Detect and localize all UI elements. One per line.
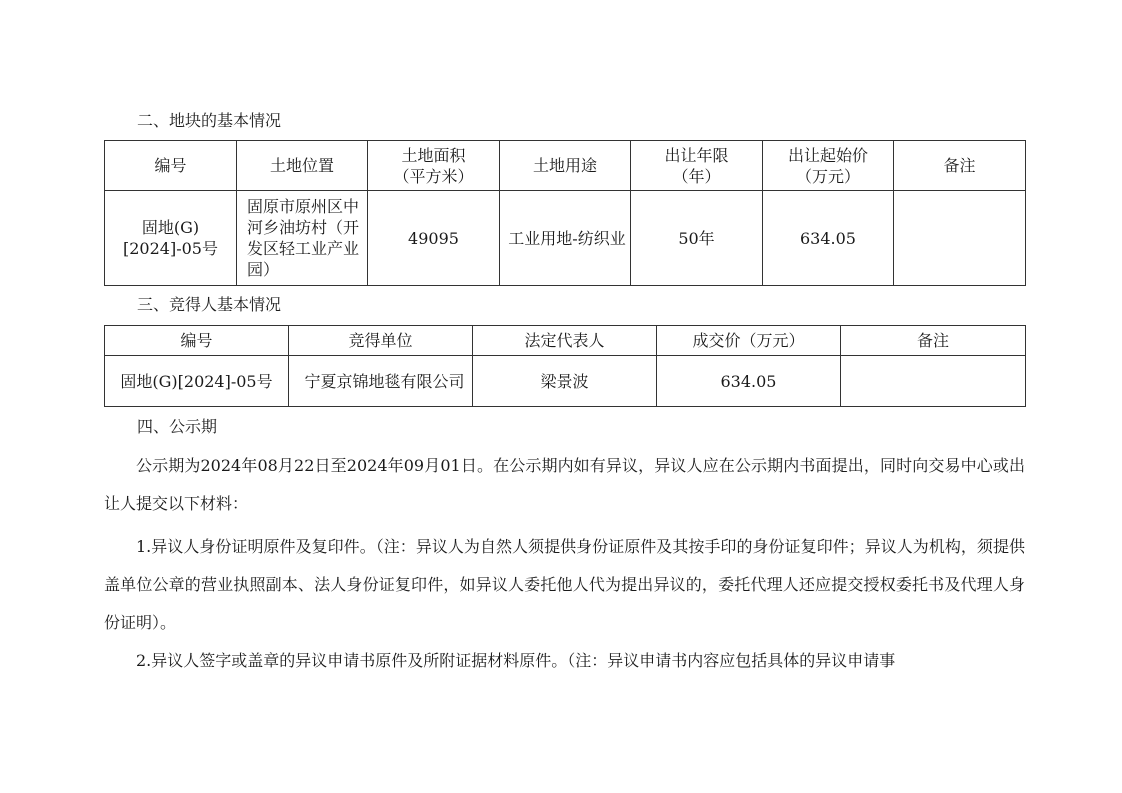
section3-heading: 三、竞得人基本情况 — [137, 295, 282, 314]
header-price: 出让起始价 （万元） — [763, 141, 894, 191]
notice-paragraph-3: 2.异议人签字或盖章的异议申请书原件及所附证据材料原件。（注：异议申请书内容应包括具体的异议申请事 — [136, 651, 896, 670]
cell-price: 634.05 — [763, 191, 894, 286]
notice-paragraph-2: 1.异议人身份证明原件及复印件。（注：异议人为自然人须提供身份证原件及其按手印的身份证复印件；异议人为机构，须提供盖单位公章的营业执照副本、法人身份证复印件，如异议人委托他人代为提出异议的，委托代理人还应提交授权委托书及代理人身份证明）。 — [104, 537, 1025, 632]
header-area: 土地面积 （平方米） — [368, 141, 500, 191]
cell-remark — [841, 356, 1026, 407]
cell-remark — [894, 191, 1026, 286]
section4-heading: 四、公示期 — [137, 417, 218, 436]
cell-location: 固原市原州区中河乡油坊村（开发区轻工业产业园） — [237, 191, 368, 286]
land-parcel-table — [104, 140, 1026, 286]
cell-id: 固地(G)[2024]-05号 — [105, 356, 289, 407]
cell-term: 50年 — [631, 191, 763, 286]
header-id: 编号 — [105, 141, 237, 191]
header-representative: 法定代表人 — [473, 326, 657, 356]
section2-heading: 二、地块的基本情况 — [137, 111, 282, 130]
header-price: 成交价（万元） — [657, 326, 841, 356]
header-location: 土地位置 — [237, 141, 368, 191]
header-id: 编号 — [105, 326, 289, 356]
cell-representative: 梁景波 — [473, 356, 657, 407]
header-term: 出让年限 （年） — [631, 141, 763, 191]
notice-paragraph-1: 公示期为2024年08月22日至2024年09月01日。在公示期内如有异议，异议人应在公示期内书面提出，同时向交易中心或出让人提交以下材料： — [104, 456, 1025, 513]
cell-usage: 工业用地-纺织业 — [500, 191, 631, 286]
header-usage: 土地用途 — [500, 141, 631, 191]
header-remark: 备注 — [894, 141, 1026, 191]
header-remark: 备注 — [841, 326, 1026, 356]
header-company: 竞得单位 — [289, 326, 473, 356]
cell-id: 固地(G) [2024]-05号 — [105, 191, 237, 286]
cell-price: 634.05 — [657, 356, 841, 407]
cell-company: 宁夏京锦地毯有限公司 — [289, 356, 473, 407]
cell-area: 49095 — [368, 191, 500, 286]
winner-table — [104, 325, 1026, 407]
